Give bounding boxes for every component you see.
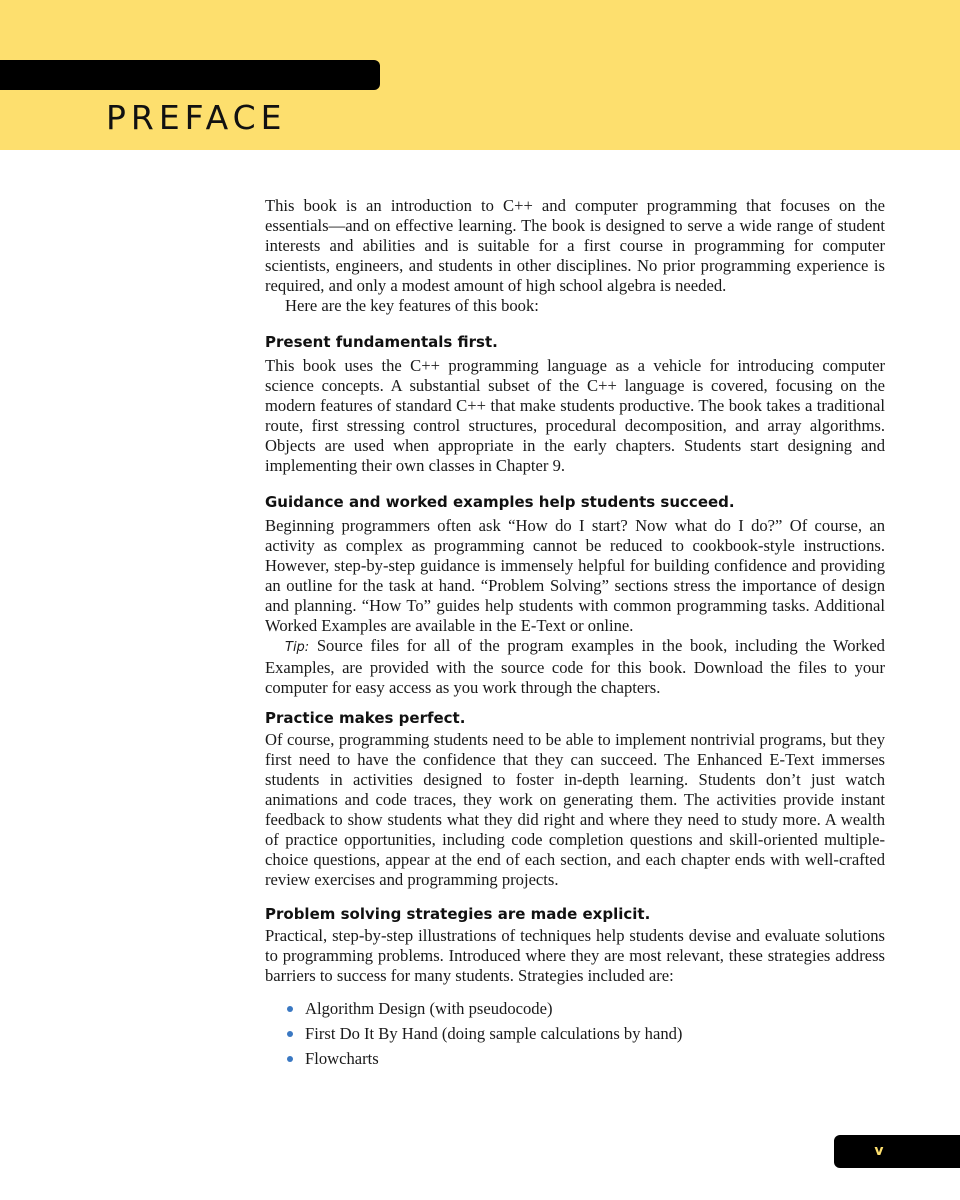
header-banner bbox=[0, 0, 960, 150]
intro-paragraph: This book is an introduction to C++ and computer programming that focuses on the essentials—and on effective learning. The book is designed to serve a wide range of student interests and abilities and is suitable for a first course in programming for computer scientists, engineers, and students in other disciplines. No prior programming experience is required, and only a modest amount of high school algebra is needed. bbox=[265, 196, 885, 295]
section-body: Beginning programmers often ask “How do I start? Now what do I do?” Of course, an activity as complex as programming cannot be reduced to cookbook-style instructions. However, step-by-step guidance is immensely helpful for building confidence and providing an outline for the task at hand. “Problem Solving” sections stress the importance of design and planning. “How To” guides help students with common programming tasks. Additional Worked Examples are available in the E-Text or online. bbox=[265, 516, 885, 635]
tip-paragraph bbox=[265, 636, 885, 698]
page-number: v bbox=[874, 1143, 884, 1159]
list-item-text: Flowcharts bbox=[305, 1049, 379, 1068]
page-number-tab bbox=[834, 1135, 960, 1168]
tip-text: Source files for all of the program examples in the book, including the Worked Examples, are provided with the source code for this book. Download the files to your computer for easy access as you work through the chapters. bbox=[265, 636, 885, 697]
list-item-text: Algorithm Design (with pseudocode) bbox=[305, 999, 553, 1018]
bullet-icon bbox=[287, 1056, 293, 1062]
section-heading: Present fundamentals first. bbox=[265, 333, 498, 351]
section-heading: Practice makes perfect. bbox=[265, 709, 466, 727]
strategy-list bbox=[265, 996, 885, 1071]
section-body: Of course, programming students need to be able to implement nontrivial programs, but they first need to have the confidence that they can succeed. The Enhanced E-Text immerses students in activities designed to foster in-depth learning. Students don’t just watch animations and code traces, they work on generating them. The activities provide instant feedback to show students what they did right and where they need to study more. A wealth of practice opportunities, including code completion questions and skill-oriented multiple-choice questions, appear at the end of each section, and each chapter ends with well-crafted review exercises and programming projects. bbox=[265, 730, 885, 889]
section-body: Practical, step-by-step illustrations of techniques help students devise and evaluate solutions to programming problems. Introduced where they are most relevant, these strategies address barriers to success for many students. Strategies included are: bbox=[265, 926, 885, 985]
list-item bbox=[285, 996, 885, 1021]
bullet-icon bbox=[287, 1031, 293, 1037]
section-heading: Problem solving strategies are made explicit. bbox=[265, 905, 651, 923]
section-body: This book uses the C++ programming language as a vehicle for introducing computer science concepts. A substantial subset of the C++ language is covered, focusing on the modern features of standard C++ that make students productive. The book takes a traditional route, first stressing control structures, procedural decomposition, and array algorithms. Objects are used when appropriate in the early chapters. Students start designing and implementing their own classes in Chapter 9. bbox=[265, 356, 885, 475]
bullet-icon bbox=[287, 1006, 293, 1012]
decorative-bar bbox=[0, 60, 380, 90]
list-item-text: First Do It By Hand (doing sample calculations by hand) bbox=[305, 1024, 683, 1043]
list-item bbox=[285, 1046, 885, 1071]
tip-label: Tip: bbox=[285, 640, 310, 655]
main-content bbox=[265, 196, 885, 1071]
chapter-title: PREFACE bbox=[106, 98, 287, 137]
section-heading: Guidance and worked examples help students succeed. bbox=[265, 493, 735, 511]
list-item bbox=[285, 1021, 885, 1046]
intro-lead: Here are the key features of this book: bbox=[285, 296, 539, 315]
